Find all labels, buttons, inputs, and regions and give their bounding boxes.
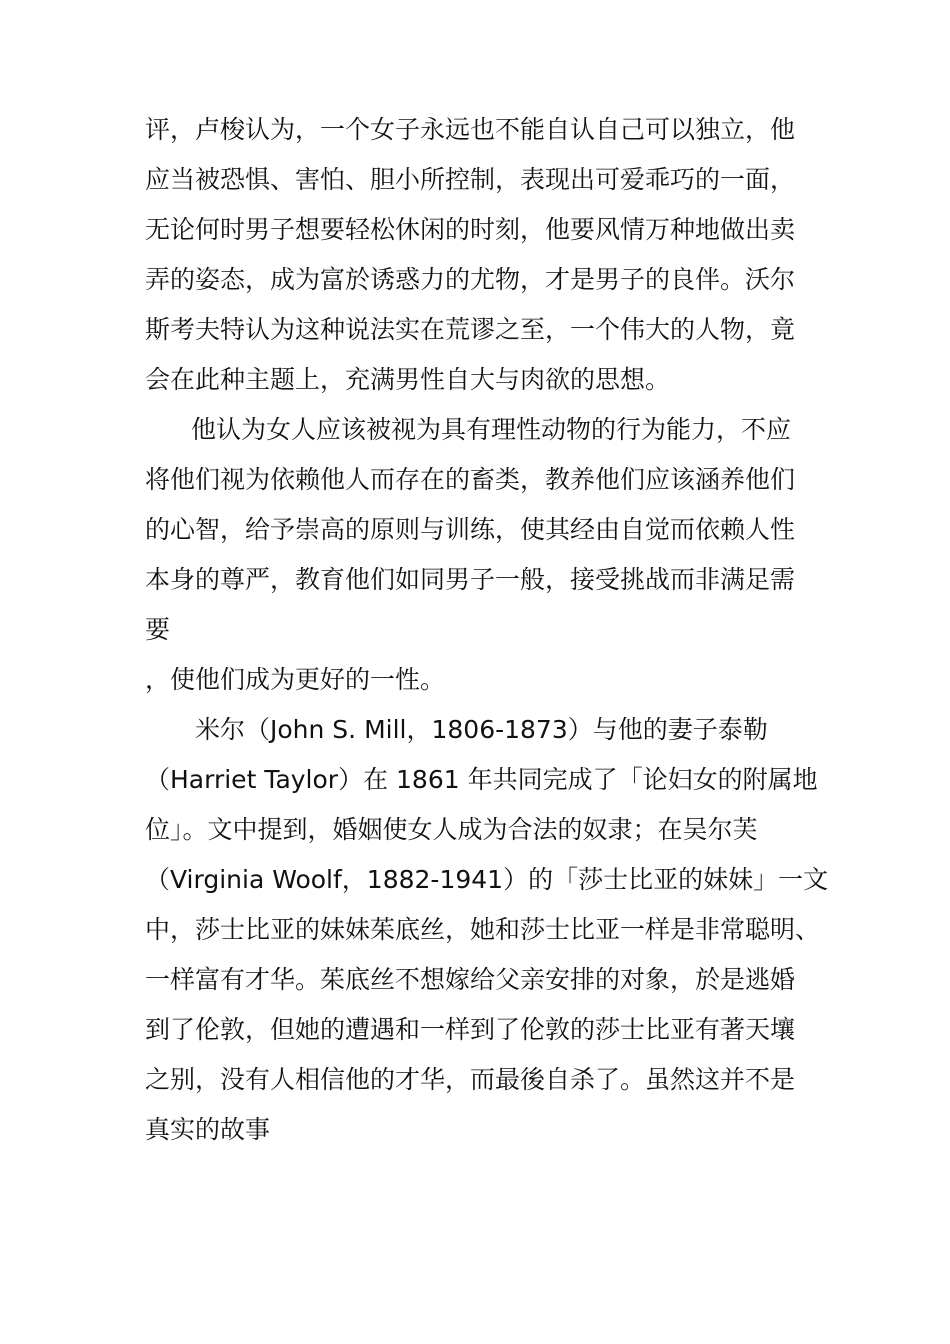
text-line: 的心智，给予崇高的原则与训练，使其经由自觉而依赖人性 — [145, 515, 796, 544]
text-line: 一样富有才华。茱底丝不想嫁给父亲安排的对象，於是逃婚 — [145, 965, 796, 994]
text-line: 弄的姿态，成为富於诱惑力的尤物，才是男子的良伴。沃尔 — [145, 265, 796, 294]
text-line: 位」。文中提到，婚姻使女人成为合法的奴隶；在吴尔芙 — [145, 815, 758, 844]
text-line: 将他们视为依赖他人而存在的畜类，教养他们应该涵养他们 — [145, 465, 796, 494]
paragraph-start-line: 米尔（John S. Mill，1806-1873）与他的妻子泰勒 — [195, 715, 768, 744]
text-line: 之别，没有人相信他的才华，而最後自杀了。虽然这并不是 — [145, 1065, 796, 1094]
text-line: 应当被恐惧、害怕、胆小所控制，表现出可爱乖巧的一面， — [145, 165, 796, 194]
text-line: 评，卢梭认为，一个女子永远也不能自认自己可以独立，他 — [145, 115, 796, 144]
text-line: 真实的故事 — [145, 1115, 271, 1144]
text-line: 要 — [145, 615, 171, 644]
text-line: （Virginia Woolf，1882-1941）的「莎士比亚的妹妹」一文 — [145, 865, 829, 894]
text-line: 本身的尊严，教育他们如同男子一般，接受挑战而非满足需 — [145, 565, 796, 594]
text-line: ，使他们成为更好的一性。 — [145, 665, 446, 694]
text-line: 会在此种主题上，充满男性自大与肉欲的思想。 — [145, 365, 671, 394]
text-line: 无论何时男子想要轻松休闲的时刻，他要风情万种地做出卖 — [145, 215, 796, 244]
text-line: 斯考夫特认为这种说法实在荒谬之至，一个伟大的人物，竟 — [145, 315, 796, 344]
paragraph-start-line: 他认为女人应该被视为具有理性动物的行为能力，不应 — [191, 415, 792, 444]
body-text — [145, 105, 829, 1155]
text-line: 到了伦敦，但她的遭遇和一样到了伦敦的莎士比亚有著天壤 — [145, 1015, 796, 1044]
text-line: （Harriet Taylor）在 1861 年共同完成了「论妇女的附属地 — [145, 765, 818, 794]
text-line: 中，莎士比亚的妹妹茱底丝，她和莎士比亚一样是非常聪明、 — [145, 915, 821, 944]
